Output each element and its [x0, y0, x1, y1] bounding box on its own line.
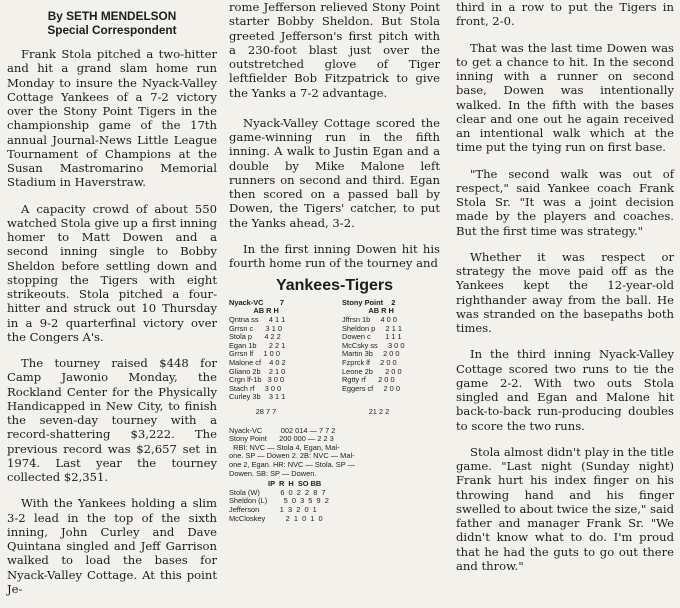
batting-row: McCsky ss 3 0 0: [342, 340, 405, 350]
batting-row: Malone cf 4 0 2: [229, 358, 286, 367]
article-paragraph: rome Jefferson relieved Stony Point starter Bobby Sheldon. But Stola greeted Jefferson's first pitch with a 230-foot blast just over the outstretched glove of Tiger leftfielder Bob Fitzpatrick to give the Yanks a 7-2 advantage.: [229, 0, 440, 100]
line-score-row: Nyack-VC 002 014 — 7 7 2: [229, 425, 336, 435]
batting-row: Crgn lf-1b 3 0 0: [229, 375, 285, 385]
pitching-lines: [229, 480, 440, 523]
article-paragraph: The tourney raised $448 for Camp Jawonio Monday, the Rockland Center for the Physically Handicapped in New City, to finish the seven-day tourney with a record-shattering $3,222. The previous record was $2,657 set in 1974. Last year the tourney collected $2,351.: [7, 356, 217, 484]
column-header: AB R H: [229, 306, 279, 316]
byline-role: Special Correspondent: [47, 23, 177, 37]
batting-row: Sheldon p 2 1 1: [342, 323, 402, 333]
team-header: Stony Point 2: [342, 297, 396, 307]
article-paragraph: Nyack-Valley Cottage scored the game-winning run in the fifth inning. A walk to Justin Egan and a double by Mike Malone left runners on second and third. Egan then scored on a passed ball by Dowen, the Tigers' catcher, to put the Yanks ahead, 3-2.: [229, 115, 440, 230]
batting-row: Eggers cf 2 0 0: [342, 383, 400, 393]
pitching-row: Jefferson 1 3 2 0 1: [229, 504, 317, 514]
batting-row: Dowen c 1 1 1: [342, 332, 402, 342]
note-line: one 2, Egan. HR: NVC — Stola. SP —: [229, 459, 355, 469]
batting-row: Stola p 4 2 2: [229, 332, 281, 342]
batting-row: Leone 2b 2 0 0: [342, 366, 402, 376]
article-paragraph: third in a row to put the Tigers in front, 2-0.: [456, 0, 674, 29]
note-line: RBI: NVC — Stola 4, Egan, Mal-: [229, 442, 340, 452]
batting-row: Grrsn c 3 1 0: [229, 323, 282, 333]
batting-row: Jffrsn 1b 4 0 0: [342, 315, 397, 325]
article-paragraph: In the third inning Nyack-Valley Cottage scored two runs to tie the game 2-2. With two outs Stola singled and Egan and Malone hit back-to-back run-producing doubles to score the two runs.: [456, 347, 674, 433]
byline: [7, 9, 217, 37]
batting-row: Fzprck lf 2 0 0: [342, 358, 397, 367]
article-paragraph: That was the last time Dowen was to get a chance to hit. In the second inning with a runner on second base, Dowen was intentionally walked. In the fifth with the bases clear and one out he again received an intentional walk which at the time put the tying run on first base.: [456, 40, 674, 155]
box-score-title: Yankees-Tigers: [275, 277, 394, 295]
pitching-row: McCloskey 2 1 0 1 0: [229, 513, 323, 523]
team-header: Nyack-VC 7: [229, 297, 285, 307]
article-column-3: [456, 0, 674, 585]
note-line: Dowen. SB: SP — Dowen.: [229, 468, 317, 478]
article-paragraph: In the first inning Dowen hit his fourth home run of the tourney and: [229, 241, 440, 270]
article-paragraph: Whether it was respect or strategy the move paid off as the Yankees kept the 12-year-old righthander away from the ball. He was stranded on the basepaths both times.: [456, 249, 674, 335]
box-score-home: [229, 299, 327, 417]
line-score: [229, 427, 440, 444]
article-paragraph: Stola almost didn't play in the title game. "Last night (Sunday night) Frank hurt his index finger on his throwing hand and his finger swelled to about twice the size," said father and manager Frank Sr. "We didn't know what to do. I'm proud that he had the guts to go out there and throw.": [456, 444, 674, 573]
batting-total: 28 7 7: [229, 406, 277, 416]
note-line: one. SP — Dowen 2. 2B: NVC — Mal-: [229, 451, 355, 461]
batting-row: Rgtty rf 2 0 0: [342, 375, 395, 385]
pitching-header: IP R H SO BB: [229, 479, 322, 489]
box-score-visitor: [342, 299, 440, 417]
batting-row: Qntna ss 4 1 1: [229, 315, 286, 325]
article-paragraph: With the Yankees holding a slim 3-2 lead in the top of the sixth inning, John Curley and Dave Quintana singled and Jeff Garrison walked to load the bases for Nyack-Valley Cottage. At this point Je-: [7, 496, 217, 596]
batting-total: 21 2 2: [342, 406, 390, 416]
batting-row: Egan 1b 2 2 1: [229, 340, 286, 350]
article-paragraph: A capacity crowd of about 550 watched Stola give up a first inning homer to Matt Dowen and a second inning single to Bobby Sheldon before settling down and stopping the Tigers with eight strikeouts. Stola pitched a four-hitter and struck out 10 Thursday in a 9-2 quarterfinal victory over the Congers A's.: [7, 201, 217, 344]
column-header: AB R H: [342, 306, 394, 316]
pitching-row: Stola (W) 6 0 2 2 8 7: [229, 487, 326, 497]
byline-author: By SETH MENDELSON: [47, 9, 177, 23]
batting-row: Stach rf 3 0 0: [229, 383, 282, 393]
batting-row: Gliano 2b 2 1 0: [229, 366, 286, 376]
batting-row: Grrsn lf 1 0 0: [229, 349, 280, 359]
scoring-notes: [229, 444, 440, 478]
batting-row: Martin 3b 2 0 0: [342, 349, 400, 359]
line-score-row: Stony Point 200 000 — 2 2 3: [229, 434, 334, 444]
article-column-2: [229, 0, 440, 523]
article-column-1: [7, 0, 217, 608]
pitching-row: Sheldon (L) 5 0 3 5 9 2: [229, 496, 329, 506]
article-paragraph: "The second walk was out of respect," said Yankee coach Frank Stola Sr. "It was a joint decision made by the players and coaches. But the first time was strategy.": [456, 166, 674, 238]
batting-row: Curley 3b 3 1 1: [229, 392, 286, 402]
article-paragraph: Frank Stola pitched a two-hitter and hit a grand slam home run Monday to insure the Nyack-Valley Cottage Yankees of a 7-2 victory over the Stony Point Tigers in the championship game of the 17th annual Journal-News Little League Tournament of Champions at the Susan Mastromarino Memorial Stadium in Haverstraw.: [7, 47, 217, 190]
box-score: [229, 277, 440, 523]
